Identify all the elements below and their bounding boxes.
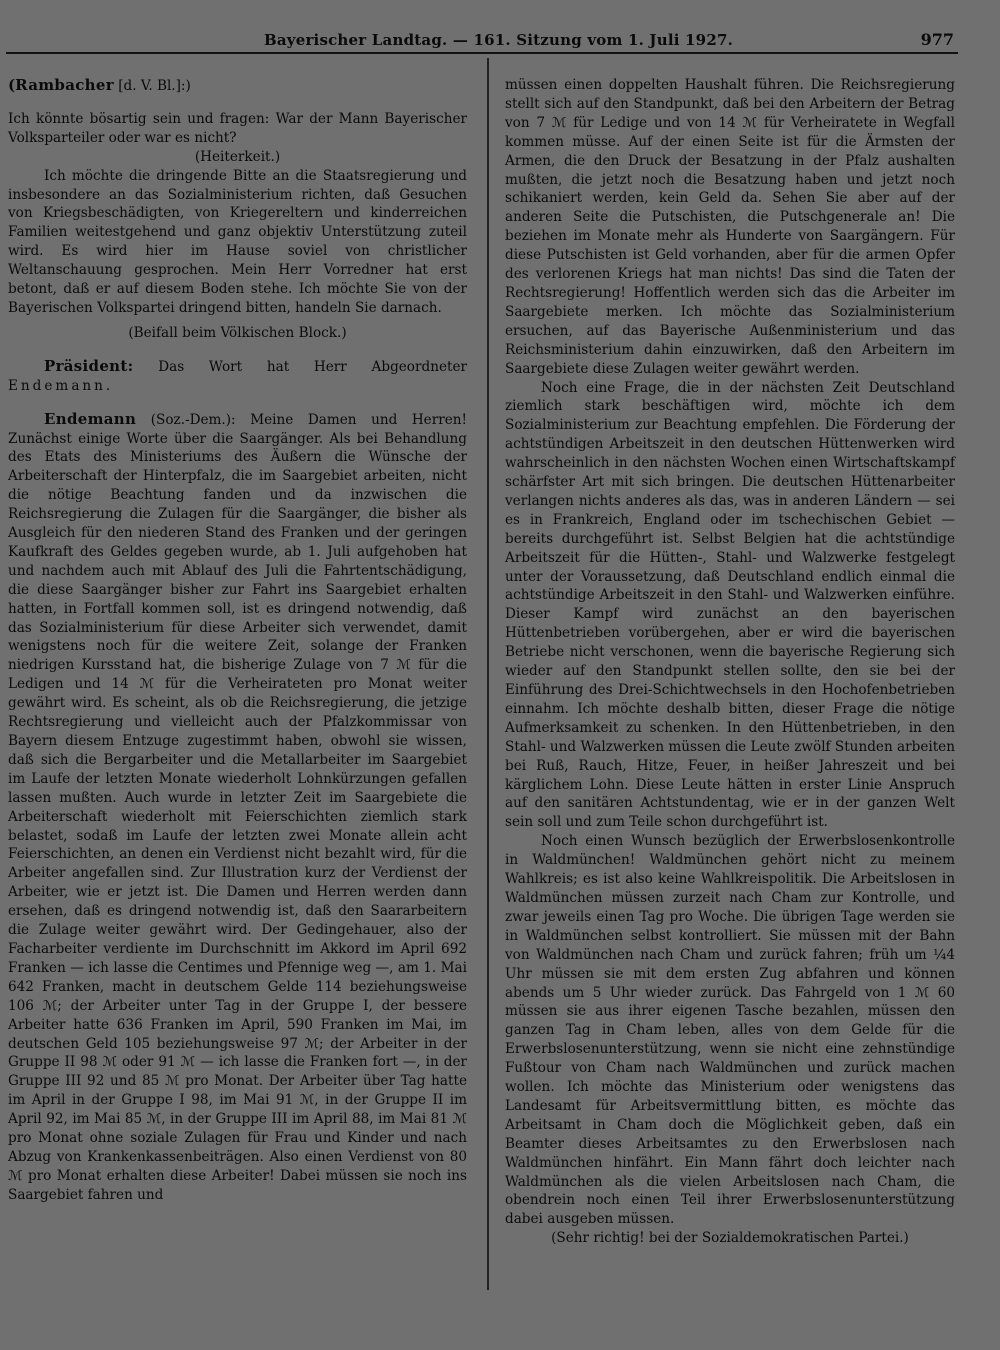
speech-paragraph xyxy=(8,410,467,1205)
left-column xyxy=(8,76,467,1205)
speaker-name: Rambacher xyxy=(15,76,114,94)
paragraph: Noch einen Wunsch bezüglich der Erwerbslosenkontrolle in Waldmünchen! Waldmünchen gehört nicht zu meinem Wahlkreis; es ist also keine Wahlkreispolitik. Die Arbeitslosen in Waldmünchen müssen zurzeit nach Cham zur Kontrolle, und zwar jeweils einen Tag pro Woche. Die übrigen Tage werden sie in Waldmünchen selbst kontrolliert. Sie müssen mit der Bahn von Waldmünchen nach Cham und zurück fahren; früh um ¼4 Uhr müssen sie mit dem ersten Zug abfahren und können abends um 5 Uhr wieder zurück. Das Fahrgeld von 1 ℳ 60 müssen sie aus ihrer eigenen Tasche bezahlen, müssen den ganzen Tag in Cham leben, alles von dem Gelde für die Erwerbslosenunterstützung, wenn sie nicht eine zehnstündige Fußtour von Cham nach Waldmünchen und zurück machen wollen. Ich möchte das Ministerium oder wenigstens das Landesamt für Arbeitsvermittlung bitten, es möchte das Arbeitsamt in Cham doch die Möglichkeit geben, daß ein Beamter dieses Arbeitsamtes zu den Erwerbslosen nach Waldmünchen hinfährt. Ein Mann fährt doch leichter nach Waldmünchen als die vielen Arbeitslosen nach Cham, die obendrein noch einen Teil ihrer Erwerbslosenunterstützung dabei ausgeben müssen. xyxy=(505,833,955,1228)
speaker-party: [d. V. Bl.]: xyxy=(113,78,186,94)
page-number: 977 xyxy=(920,30,954,49)
right-column xyxy=(505,76,955,1248)
speaker-party: (Soz.-Dem.): xyxy=(136,411,236,428)
reaction: (Heiterkeit.) xyxy=(194,148,281,165)
speaker-heading: (Rambacher [d. V. Bl.]:) xyxy=(8,76,191,94)
paragraph: Ich könnte bösartig sein und fragen: War der Mann Bayerischer Volksparteiler oder war es nicht? xyxy=(8,110,467,146)
president-statement xyxy=(8,357,467,396)
reaction: (Sehr richtig! bei der Sozialdemokratischen Partei.) xyxy=(551,1230,909,1247)
column-divider xyxy=(487,58,489,1290)
reaction: (Beifall beim Völkischen Block.) xyxy=(128,324,347,341)
paragraph: müssen einen doppelten Haushalt führen. Die Reichsregierung stellt sich auf den Standpunkt, daß bei den Arbeitern der Betrag von 7 ℳ für Ledige und von 14 ℳ für Verheiratete in Wegfall kommen müsse. Auf der einen Seite ist für die Ärmsten der Armen, die den Druck der Besatzung in der Pfalz aushalten mußten, die jetzt noch die Besatzung haben und jetzt noch schikaniert werden, kein Geld da. Sehen Sie aber auf der anderen Seite die Putschisten, die Putschgenerale an! Die beziehen im Monate mehr als Hunderte von Saargängern. Für diese Putschisten ist Geld vorhanden, aber für die armen Opfer des verlorenen Kriegs hat man nichts! Das sind die Taten der Rechtsregierung! Hoffentlich werden sich das die Arbeiter im Saargebiete merken. Ich möchte das Sozialministerium ersuchen, auf das Bayerische Außenministerium und das Reichsministerium dahin einzuwirken, daß den Arbeitern im Saargebiete diese Zulagen weiter gewährt werden. xyxy=(505,77,955,377)
president-label: Präsident: xyxy=(44,356,134,375)
president-text: Das Wort hat Herr Abgeordneter xyxy=(133,358,467,375)
speaker-name: Endemann xyxy=(44,409,137,428)
paragraph: Ich möchte die dringende Bitte an die Staatsregierung und insbesondere an das Sozialministerium richten, daß Gesuchen von Kriegsbeschädigten, von Kriegereltern und kinderreichen Familien weitestgehend und ganz objektiv Unterstützung zuteil wird. Es wird hier im Hause soviel von christlicher Weltanschauung gesprochen. Mein Herr Vorredner hat erst betont, daß er auf diesem Boden stehe. Ich möchte Sie von der Bayerischen Volkspartei dringend bitten, handeln Sie darnach. xyxy=(8,167,467,316)
running-head: Bayerischer Landtag. — 161. Sitzung vom 1. Juli 1927. xyxy=(264,31,734,49)
paragraph: Noch eine Frage, die in der nächsten Zeit Deutschland ziemlich stark beschäftigen wird, möchte ich dem Sozialministerium zur Beachtung empfehlen. Die Förderung der achtstündigen Arbeitszeit in den deutschen Hüttenwerken wird wahrscheinlich in den nächsten Wochen einen Wirtschaftskampf schärfster Art mit sich bringen. Die deutschen Hüttenarbeiter verlangen nichts anderes als das, was in anderen Ländern — sei es in Frankreich, England oder im tschechischen Gebiet — bereits durchgeführt ist. Selbst Belgien hat die achtstündige Arbeitszeit für die Hütten-, Stahl- und Walzwerke festgelegt unter der Voraussetzung, daß Deutschland endlich einmal die achtstündige Arbeitszeit in den Stahl- und Walzwerken einführe. Dieser Kampf wird zunächst an den bayerischen Hüttenbetrieben vorübergehen, aber er wird die bayerischen Betriebe nicht verschonen, wenn die bayerische Regierung sich wieder auf den Standpunkt stellen sollte, den sie bei der Einführung des Drei-Schichtwechsels in den Hochofenbetrieben einnahm. Ich möchte deshalb bitten, dieser Frage die nötige Aufmerksamkeit zu schenken. In den Hüttenbetrieben, in den Stahl- und Walzwerken müssen die Leute zwölf Stunden arbeiten bei Ruß, Rauch, Hitze, Feuer, in heißer Jahreszeit und bei kärglichem Lohn. Diese Leute hätten in erster Linie Anspruch auf den sanitären Achtstundentag, wie er in der ganzen Welt sein soll und zum Teile schon durchgeführt ist. xyxy=(505,379,955,831)
speech-text: Meine Damen und Herren! Zunächst einige Worte über die Saargänger. Als bei Behandlung des Etats des Ministeriums des Äußern die Wünsche der Arbeiterschaft der Hinterpfalz, die im Saargebiet arbeiten, nicht die nötige Beachtung fanden und da inzwischen die Reichsregierung die Zulagen für die Saargänger, die bisher als Ausgleich für den niederen Stand des Franken und der geringen Kaufkraft des Geldes gegeben wurde, ab 1. Juli aufgehoben hat und nachdem auch mit Ablauf des Juli die Fahrtentschädigung, die diese Saargänger bisher zur Fahrt ins Saargebiet erhalten hatten, in Fortfall kommen soll, ist es dringend notwendig, daß das Sozialministerium für diese Arbeiter sich verwendet, damit wenigstens noch für die weitere Zeit, solange der Franken niedrigen Kursstand hat, die bisherige Zulage von 7 ℳ für die Ledigen und 14 ℳ für die Verheirateten pro Monat weiter gewährt wird. Es scheint, als ob die Reichsregierung, die jetzige Rechtsregierung und vielleicht auch der Pfalzkommissar von Bayern diesem Entzuge zugestimmt haben, obwohl sie wissen, daß sich die Bergarbeiter und die Metallarbeiter im Saargebiet im Laufe der letzten Monate wiederholt Lohnkürzungen gefallen lassen mußten. Auch wurde in letzter Zeit im Saargebiete die Arbeiterschaft wiederholt mit Feierschichten ziemlich stark belastet, sodaß im Laufe der letzten zwei Monate allein acht Feierschichten, an denen ein Verdienst nicht bezahlt wird, für die Arbeiter angefallen sind. Zur Illustration kurz der Verdienst der Arbeiter, wie er jetzt ist. Die Damen und Herren werden dann ersehen, daß es dringend notwendig ist, daß den Saararbeitern die Zulage weiter gewährt wird. Der Gedingehauer, also der Facharbeiter verdiente im Durchschnitt im Akkord im April 692 Franken — ich lasse die Centimes und Pfennige weg —, am 1. Mai 642 Franken, macht in deutschem Gelde 114 beziehungsweise 106 ℳ; der Arbeiter unter Tag in der Gruppe I, der bessere Arbeiter hatte 636 Franken im April, 590 Franken im Mai, im deutschen Geld 105 beziehungsweise 97 ℳ; der Arbeiter in der Gruppe II 98 ℳ oder 91 ℳ — ich lasse die Franken fort —, in der Gruppe III 92 und 85 ℳ pro Monat. Der Arbeiter über Tag hatte im April in der Gruppe I 98, im Mai 91 ℳ, in der Gruppe II im April 92, im Mai 85 ℳ, in der Gruppe III im April 88, im Mai 81 ℳ pro Monat ohne soziale Zulagen für Frau und Kinder und nach Abzug von Krankenkassenbeiträgen. Also einen Verdienst von 80 ℳ pro Monat erhalten diese Arbeiter! Dabei müssen sie noch ins Saargebiet fahren und xyxy=(8,411,467,1203)
president-name: Endemann. xyxy=(8,377,114,394)
page-header xyxy=(6,30,958,54)
